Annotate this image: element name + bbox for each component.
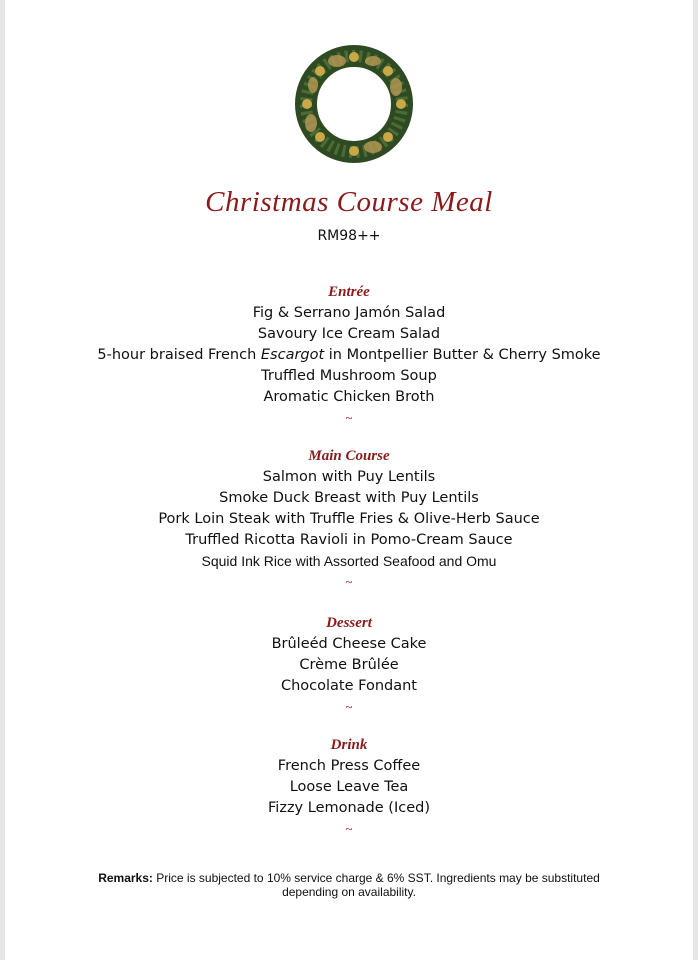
menu-item: 5-hour braised French Escargot in Montpellier Butter & Cherry Smoke [97,347,601,363]
divider: ~ [345,699,353,714]
section-entree [5,282,693,428]
menu-item: Loose Leave Tea [289,779,409,795]
menu-item: Crème Brûlée [299,657,399,673]
divider: ~ [345,574,353,589]
menu-item: Truffled Ricotta Ravioli in Pomo-Cream Sauce [185,532,513,548]
menu-item: Chocolate Fondant [280,678,417,694]
remarks [75,871,623,899]
menu-item: Fizzy Lemonade (Iced) [268,800,430,816]
menu-item: Smoke Duck Breast with Puy Lentils [219,490,479,506]
section-main-course [5,446,693,592]
menu-item: Aromatic Chicken Broth [263,389,435,405]
menu-item: Brûleéd Cheese Cake [271,636,427,652]
menu-page [5,0,693,960]
section-heading: Entrée [328,284,370,300]
section-heading: Main Course [308,448,390,464]
divider: ~ [345,821,353,836]
section-drink [5,735,693,839]
menu-item: Fig & Serrano Jamón Salad [252,305,446,321]
menu-item: Salmon with Puy Lentils [262,469,436,485]
section-heading: Drink [330,737,368,753]
menu-item: Truffled Mushroom Soup [261,368,437,384]
section-heading: Dessert [326,615,372,631]
remarks-label: Remarks: [98,871,153,885]
wreath-icon [293,43,415,165]
menu-item: Pork Loin Steak with Truffle Fries & Olive-Herb Sauce [158,511,540,527]
menu-title: Christmas Course Meal [205,186,493,218]
remarks-text: Price is subjected to 10% service charge & 6% SST. Ingredients may be substituted depending on availability. [152,871,600,899]
menu-item: Savoury Ice Cream Salad [257,326,441,342]
menu-item: French Press Coffee [277,758,421,774]
divider: ~ [345,410,353,425]
section-dessert [5,613,693,717]
menu-price: RM98++ [317,228,381,244]
menu-item: Squid Ink Rice with Assorted Seafood and Omu [201,553,497,569]
